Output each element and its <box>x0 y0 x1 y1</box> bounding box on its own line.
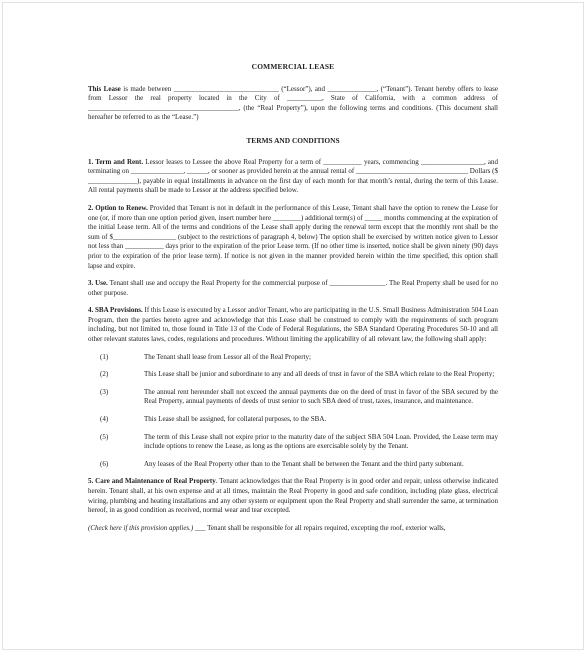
intro-paragraph <box>88 85 498 123</box>
list-item-text: The Tenant shall lease from Lessor all of the Real Property; <box>144 352 311 361</box>
section-2-lead: 2. Option to Renew. <box>88 203 148 212</box>
list-item-text: This Lease shall be assigned, for collateral purposes, to the SBA. <box>144 415 327 424</box>
section-1-lead: 1. Term and Rent. <box>88 157 144 166</box>
list-item-number: (2) <box>100 370 109 379</box>
intro-lead: This Lease <box>88 84 121 93</box>
list-item <box>88 370 498 380</box>
section-4-lead: 4. SBA Provisions. <box>88 306 143 315</box>
section-1-text: Lessor leases to Lessee the above Real Property for a term of ___________ years, commencing __________________, and terminating on _______________, ______, or sooner as provided herein at the annual rental of ________________________________ Dollars ($ ______________), payable in equal installments in advance on the first day of each month for that month’s rental, during the term of this Lease. All rental payments shall be made to Lessor at the address specified below. <box>88 157 498 195</box>
section-3-lead: 3. Use. <box>88 279 108 288</box>
section-5-text: . Tenant acknowledges that the Real Property is in good order and repair, unless otherwise indicated herein. Tenant shall, at his own expense and at all times, maintain the Real Property in good and safe condition, including plate glass, electrical wiring, plumbing and heating installations and any other system or equipment upon the Real Property and shall surrender the same, at termination hereof, in as good condition as received, normal wear and tear excepted. <box>88 477 498 515</box>
list-item-text: This Lease shall be junior and subordinate to any and all deeds of trust in favor of the SBA which relate to the Real Property; <box>144 370 495 379</box>
document-body <box>88 62 498 541</box>
section-6-italic: (Check here if this provision applies.) <box>88 523 194 532</box>
document-title: COMMERCIAL LEASE <box>251 62 335 71</box>
list-item-text: Any leases of the Real Property other than to the Tenant shall be between the Tenant and the third party subtenant. <box>144 459 464 468</box>
list-item <box>88 353 498 363</box>
sba-provisions-list <box>88 353 498 470</box>
list-item-number: (1) <box>100 352 109 361</box>
section-use <box>88 279 498 298</box>
section-sba-provisions <box>88 306 498 344</box>
list-item-text: The annual rent hereunder shall not exceed the annual payments due on the deed of trust in favor of the SBA secured by the Real Property, annual payments of deeds of trust senior to such SBA deed of trust, taxes, insurance, and maintenance. <box>144 387 498 406</box>
list-item-number: (6) <box>100 459 109 468</box>
section-5-lead: 5. Care and Maintenance of Real Property <box>88 477 216 486</box>
list-item <box>88 415 498 425</box>
list-item <box>88 433 498 452</box>
list-item-number: (4) <box>100 415 109 424</box>
section-6-text: ___ Tenant shall be responsible for all repairs required, excepting the roof, exterior walls, <box>193 523 446 532</box>
section-heading: TERMS AND CONDITIONS <box>246 135 340 145</box>
list-item <box>88 460 498 470</box>
list-item-text: The term of this Lease shall not expire prior to the maturity date of the subject SBA 504 Loan. Provided, the Lease term may include options to renew the Lease, as long as the options are exercisable solely by the Tenant. <box>144 432 498 451</box>
section-term-and-rent <box>88 158 498 196</box>
list-item <box>88 388 498 407</box>
intro-text: is made between ______________________________ (“Lessor”), and ______________, (“Tenant”). Tenant hereby offers to lease from Lessor the real property located in the City of __________, State of California, with a common address of ___________________________________________, (the “Real Property”), upon the following terms and conditions. (This document shall hereafter be referred to as the “Lease.”) <box>88 84 498 122</box>
section-option-to-renew <box>88 204 498 271</box>
list-item-number: (3) <box>100 387 109 396</box>
section-2-text: Provided that Tenant is not in default in the performance of this Lease, Tenant shall have the option to renew the Lease for one (or, if more than one option period given, insert number here ________) additional term(s) of _____ months commencing at the expiration of the initial Lease term. All of the terms and conditions of the Lease shall apply during the renewal term except that the monthly rent shall be the sum of $__________________ (subject to the restrictions of paragraph 4, below) The option shall be exercised by written notice given to Lessor not less than ___________ days prior to the expiration of the prior Lease term. (If no other time is inserted, notice shall be given ninety (90) days prior to the expiration of the prior lease term). If notice is not given in the manner provided herein within the time specified, this option shall lapse and expire. <box>88 203 498 270</box>
list-item-number: (5) <box>100 432 109 441</box>
section-care-and-maintenance <box>88 477 498 515</box>
section-4-text: If this Lease is executed by a Lessor and/or Tenant, who are participating in the U.S. Small Business Administration 504 Loan Program, then the parties hereto agree and acknowledge that this Lease shall be construed to comply with the requirements of such program including, but not limited to, those found in Title 13 of the Code of Federal Regulations, the SBA Standard Operating Procedures 50-10 and all other relevant statutes laws, codes, regulations and procedures. Without limiting the applicability of all relevant law, the following shall apply: <box>88 306 499 344</box>
section-3-text: Tenant shall use and occupy the Real Property for the commercial purpose of ________________. The Real Property shall be used for no other purpose. <box>88 279 498 297</box>
section-repairs-option <box>88 524 498 534</box>
